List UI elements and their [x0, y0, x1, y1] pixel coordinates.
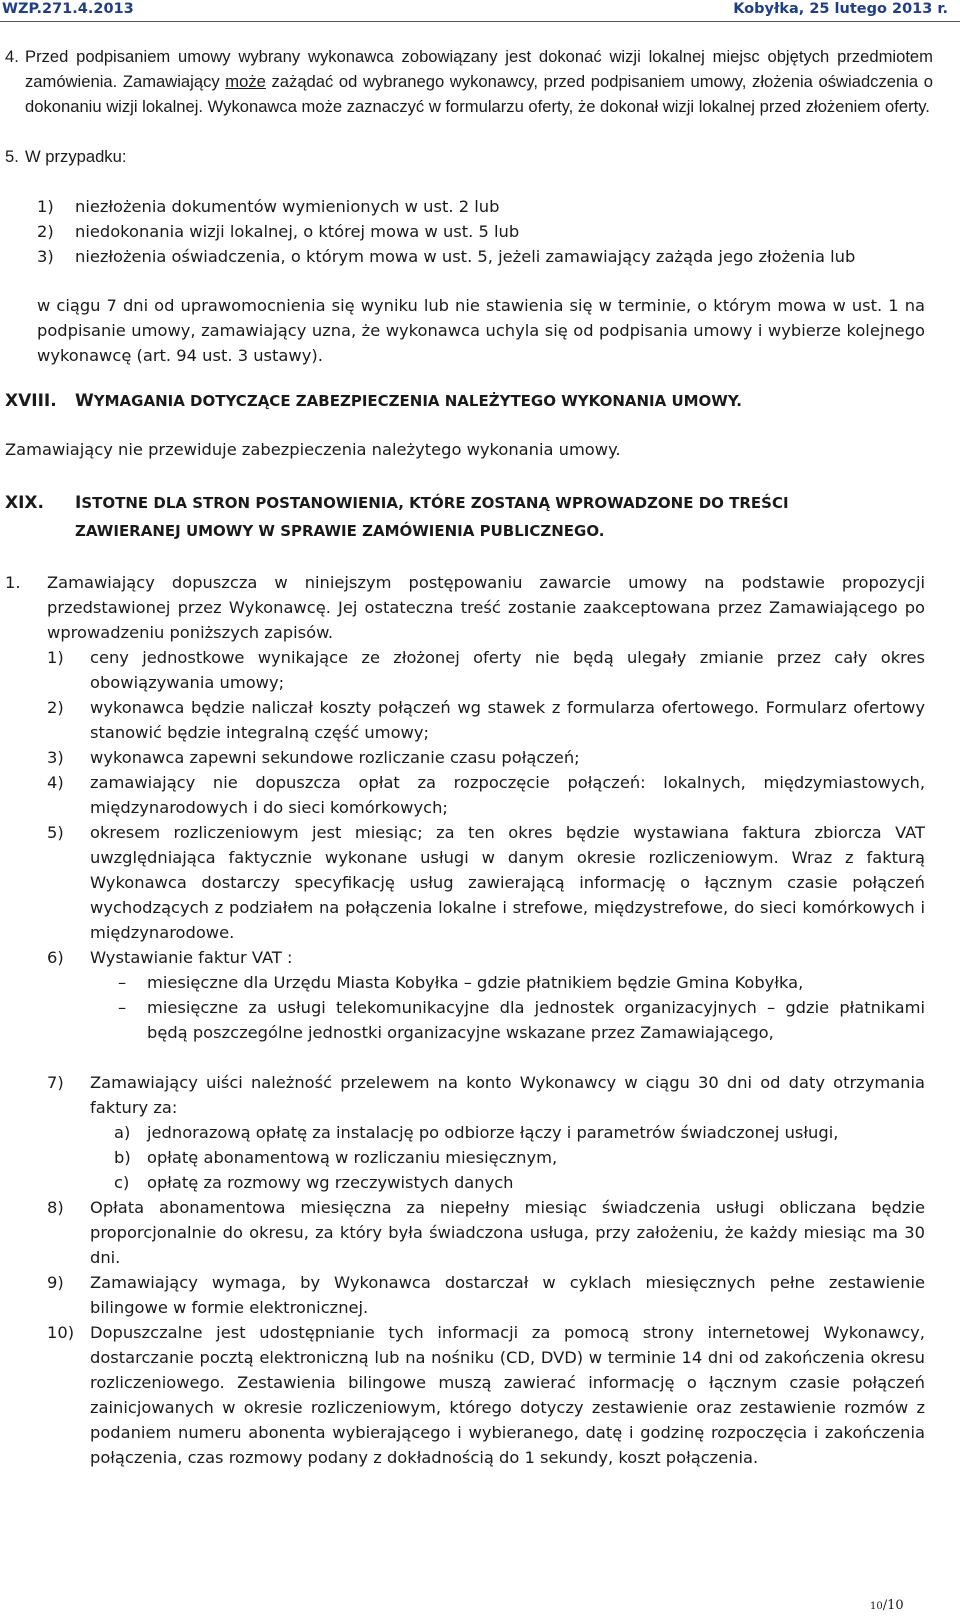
section-number — [5, 489, 44, 517]
section-roman: XIX. — [5, 493, 44, 513]
list-item: wykonawca zapewni sekundowe rozliczanie czasu połączeń; — [90, 748, 580, 767]
list-number: 3) — [47, 748, 64, 767]
list-number: 9) — [47, 1273, 64, 1292]
list-number: 5) — [47, 823, 64, 842]
list-item: ceny jednostkowe wynikające ze złożonej oferty nie będą ulegały zmianie przez cały okres obowiązywania umowy; — [90, 648, 925, 692]
dash-bullet: – — [118, 998, 127, 1017]
list-number: 1) — [37, 197, 54, 216]
dash-item: miesięczne za usługi telekomunikacyjne dla jednostek organizacyjnych – gdzie płatnikami będą poszczególne jednostki organizacyjne wskazane przez Zamawiającego, — [147, 998, 925, 1042]
page-header — [0, 0, 960, 22]
title-initial: W — [75, 391, 94, 411]
list-item: Wystawianie faktur VAT : — [90, 948, 293, 967]
title-rest: YMAGANIA DOTYCZĄCE ZABEZPIECZENIA NALEŻYTEGO WYKONANIA UMOWY. — [93, 392, 742, 410]
list-number: 3) — [37, 247, 54, 266]
list-item: niezłożenia dokumentów wymienionych w ust. 2 lub — [75, 197, 500, 216]
list-number: 8) — [47, 1198, 64, 1217]
list-number: 4) — [47, 773, 64, 792]
list-item: niezłożenia oświadczenia, o którym mowa w ust. 5, jeżeli zamawiający zażąda jego złożenia lub — [75, 247, 856, 266]
list-number: 1) — [47, 648, 64, 667]
title-initial: I — [75, 493, 82, 513]
page-number — [870, 1598, 904, 1613]
dash-bullet: – — [118, 973, 127, 992]
section-18-body: Zamawiający nie przewiduje zabezpieczenia należytego wykonania umowy. — [5, 440, 621, 459]
underlined-word: może — [225, 72, 266, 91]
list-item: Opłata abonamentowa miesięczna za niepełny miesiąc świadczenia usługi obliczana będzie proporcjonalnie do okresu, za który była świadczona usługa, przy założeniu, że każdy miesiąc ma 30 dni. — [90, 1198, 925, 1267]
list-item: zamawiający nie dopuszcza opłat za rozpoczęcie połączeń: lokalnych, międzymiastowych, międzynarodowych i do sieci komórkowych; — [90, 773, 925, 817]
list-number: 7) — [47, 1073, 64, 1092]
letter-item: opłatę abonamentową w rozliczaniu miesięcznym, — [147, 1148, 558, 1167]
list-item: okresem rozliczeniowym jest miesiąc; za ten okres będzie wystawiana faktura zbiorcza VAT uwzględniająca faktycznie wykonane usługi w danym okresie rozliczeniowym. Wraz z fakturą Wykonawca dostarczy specyfikację usług zawierającą informację o łącznym czasie połączeń wychodzących z podziałem na połączenia lokalne i strefowe, międzystrefowe, do sieci komórkowych i międzynarodowe. — [90, 823, 925, 942]
section-19-paragraph-1: Zamawiający dopuszcza w niniejszym postępowaniu zawarcie umowy na podstawie propozycji przedstawionej przez Wykonawcę. Jej ostateczna treść zostanie zaakceptowana przez Zamawiającego po wprowadzeniu poniższych zapisów. — [47, 573, 925, 642]
page-total: /10 — [882, 1598, 904, 1613]
paragraph-number: 5. — [5, 147, 19, 166]
paragraph-text: zażądać od wybranego wykonawcy, przed podpisaniem umowy, złożenia oświadczenia o dokonaniu wizji lokalnej. Wykonawca może zaznaczyć w formularzu oferty, że dokonał wizji lokalnej przed złożeniem oferty. — [25, 72, 933, 116]
list-item: wykonawca będzie naliczał koszty połączeń wg stawek z formularza ofertowego. Formularz ofertowy stanowić będzie integralną część umowy; — [90, 698, 925, 742]
title-line-1: STOTNE DLA STRON POSTANOWIENIA, KTÓRE ZOSTANĄ WPROWADZONE DO TREŚCI — [81, 494, 789, 512]
list-number: 2) — [37, 222, 54, 241]
section-number — [5, 387, 57, 415]
list-item: Zamawiający wymaga, by Wykonawca dostarczał w cyklach miesięcznych pełne zestawienie bilingowe w formie elektronicznej. — [90, 1273, 925, 1317]
paragraph-number: 4. — [5, 47, 19, 66]
letter-item: opłatę za rozmowy wg rzeczywistych danych — [147, 1173, 514, 1192]
list-item: Zamawiający uiści należność przelewem na konto Wykonawcy w ciągu 30 dni od daty otrzymania faktury za: — [90, 1073, 925, 1117]
list-item: niedokonania wizji lokalnej, o której mowa w ust. 5 lub — [75, 222, 520, 241]
paragraph-4 — [25, 44, 933, 119]
list-number: 10) — [47, 1323, 75, 1342]
dash-item: miesięczne dla Urzędu Miasta Kobyłka – gdzie płatnikiem będzie Gmina Kobyłka, — [147, 973, 804, 992]
letter-item: jednorazową opłatę za instalację po odbiorze łączy i parametrów świadczonej usługi, — [147, 1123, 839, 1142]
list-number: 2) — [47, 698, 64, 717]
list-number: 6) — [47, 948, 64, 967]
document-date: Kobyłka, 25 lutego 2013 r. — [733, 1, 948, 17]
list-item: Dopuszczalne jest udostępnianie tych informacji za pomocą strony internetowej Wykonawcy, dostarczanie pocztą elektroniczną lub na nośniku (CD, DVD) w terminie 14 dni od zakończenia okresu rozliczeniowego. Zestawienia bilingowe muszą zawierać informację o łącznym czasie połączeń zainicjowanych w okresie rozliczeniowym, którego dotyczy zestawienie oraz zestawienie rozmów z podaniem numeru abonenta wybierającego i wybieranego, datę i godzinę rozpoczęcia i zakończenia połączenia, czas rozmowy podany z dokładnością do 1 sekundy, koszt połączenia. — [90, 1323, 925, 1467]
letter-number: c) — [114, 1173, 130, 1192]
paragraph-5-tail: w ciągu 7 dni od uprawomocnienia się wyniku lub nie stawienia się w terminie, o którym mowa w ust. 1 na podpisanie umowy, zamawiający uzna, że wykonawca uchyla się od podpisania umowy i wybierze kolejnego wykonawcę (art. 94 ust. 3 ustawy). — [37, 296, 925, 365]
section-title — [75, 387, 742, 415]
letter-number: b) — [114, 1148, 131, 1167]
title-line-2: ZAWIERANEJ UMOWY W SPRAWIE ZAMÓWIENIA PUBLICZNEGO. — [75, 522, 605, 540]
paragraph-number: 1. — [5, 573, 21, 592]
letter-number: a) — [114, 1123, 131, 1142]
section-title — [75, 489, 930, 545]
page-current: 10 — [870, 1601, 883, 1612]
section-roman: XVIII. — [5, 391, 57, 411]
document-reference: WZP.271.4.2013 — [2, 1, 134, 17]
paragraph-text: Przed podpisaniem umowy wybrany wykonawca zobowiązany jest dokonać wizji lokalnej miejsc objętych przedmiotem zamówienia. Zamawiający — [25, 47, 933, 91]
paragraph-5-intro: W przypadku: — [25, 147, 127, 166]
